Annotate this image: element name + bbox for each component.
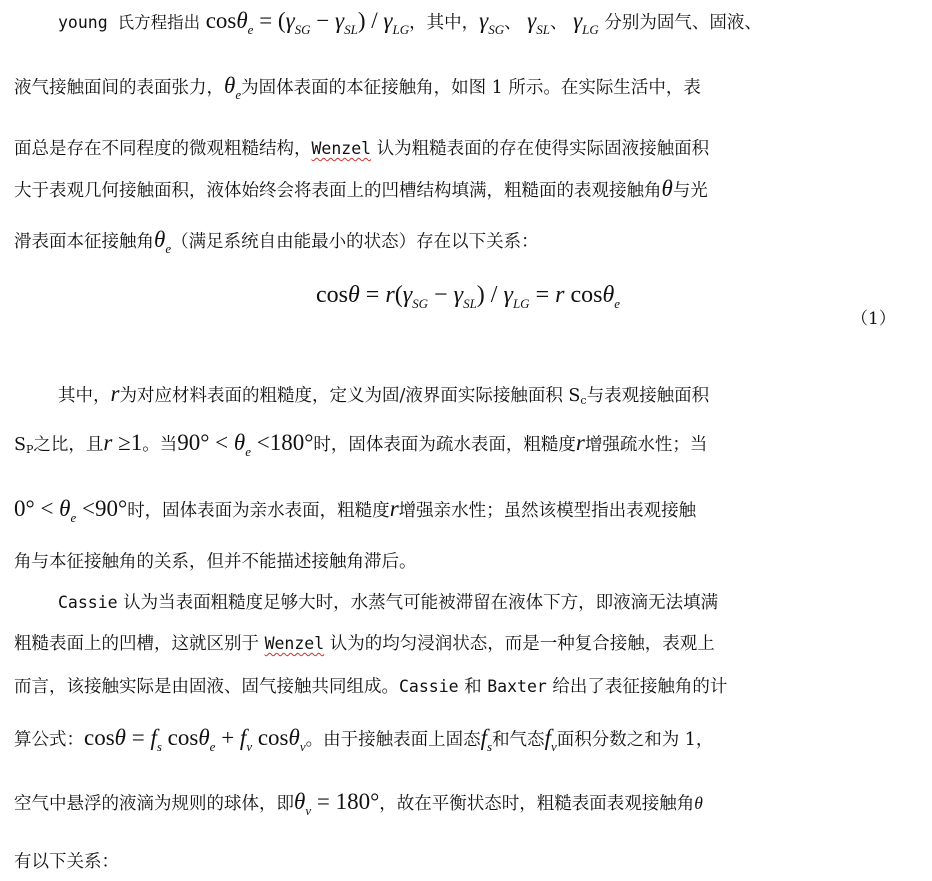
text: 之比，且 [33, 435, 104, 455]
text: 与表观接触面积 [586, 386, 710, 406]
paragraph-line-4 [14, 176, 708, 202]
text: 认为粗糙表面的存在使得实际固液接触面积 [371, 139, 710, 159]
symbol: θ [154, 227, 166, 252]
text: 、 [549, 13, 568, 33]
text: 增强亲水性；虽然该模型指出表观接触 [398, 501, 697, 521]
text: 认为当表面粗糙度足够大时，水蒸气可能被滞留在液体下方，即液滴无法填满 [117, 593, 719, 613]
symbol: θ [694, 793, 703, 813]
paragraph-line-5: 滑表面本征接触角$\theta_e$（满足系统自由能最小的状态）存在以下关系： [14, 227, 539, 256]
text: ，其中， [409, 13, 480, 33]
text: 分别为固气、固液、 [604, 13, 762, 33]
formula-r-ge-1: r ≥1 [103, 430, 143, 455]
paragraph-line-9 [14, 548, 417, 573]
text: young 氏方程指出 [58, 13, 201, 32]
cassie-name: Cassie [399, 677, 459, 696]
text: 算公式： [14, 730, 84, 750]
paragraph-line-15 [14, 848, 119, 873]
formula-hydrophilic-range: $0^\circ < \theta_e <90^\circ$ [14, 496, 128, 525]
paragraph-line-13: 算公式：$\cos\theta = f_s$ $\cos\theta_e + f_v$ cosθ$_v$。由于接触表面上固态$f_s$和气态$f_v$面积分数之和为 1， [14, 725, 714, 754]
text: 和 [458, 677, 488, 697]
wenzel-name: Wenzel [311, 139, 372, 158]
symbol: r [110, 381, 120, 406]
baxter-name: Baxter [487, 677, 547, 696]
paragraph-line-3 [14, 135, 709, 160]
paragraph-line-12 [14, 673, 727, 698]
symbol: θ [224, 73, 236, 98]
formula-hydrophobic-range: $90^\circ < \theta_e <180^\circ$ [177, 430, 314, 459]
text: 而言，该接触实际是由固液、固气接触共同组成。 [14, 677, 399, 697]
paragraph-line-11 [14, 630, 715, 655]
text: 为对应材料表面的粗糙度，定义为固/液界面实际接触面积 S [119, 386, 581, 406]
text: 粗糙表面上的凹槽，这就区别于 [14, 634, 265, 654]
symbol: γ [527, 8, 537, 33]
subscript: c [580, 394, 587, 407]
equation-1: $\cos\theta = r(\gamma_{SG} - \gamma_{SL}) / \gamma_{LG} = r$ cosθ$_e$ [316, 282, 621, 311]
text: 为固体表面的本征接触角，如图 1 所示。在实际生活中，表 [241, 78, 701, 98]
text: 液气接触面间的表面张力， [14, 78, 224, 98]
text: 时，固体表面为疏水表面，粗糙度 [313, 435, 576, 455]
equation-number: （1） [851, 309, 896, 329]
paragraph-line-2: 液气接触面间的表面张力，$\theta_e$为固体表面的本征接触角，如图 1 所示。在实际生活中，表 [14, 73, 701, 102]
text: 滑表面本征接触角 [14, 232, 154, 252]
text: 时，固体表面为亲水表面，粗糙度 [127, 501, 390, 521]
cassie-name: Cassie [58, 593, 118, 612]
text: （满足系统自由能最小的状态）存在以下关系： [171, 232, 539, 252]
text: 有以下关系： [14, 852, 119, 872]
text: 、 [504, 13, 522, 33]
text: ，故在平衡状态时，粗糙表面表观接触角 [379, 794, 695, 814]
text: 。当 [142, 435, 178, 455]
symbol: γ [573, 8, 583, 33]
text: 。由于接触表面上固态 [305, 730, 481, 750]
text: 大于表观几何接触面积，液体始终会将表面上的凹槽结构填满，粗糙面的表观接触角 [14, 181, 662, 201]
text: 其中， [58, 386, 111, 406]
symbol: r [575, 430, 585, 455]
paragraph-line-6 [58, 381, 709, 407]
text: S [14, 435, 26, 455]
text: 与光 [672, 181, 708, 201]
paragraph-line-8 [14, 496, 696, 526]
text: 给出了表征接触角的计 [546, 677, 728, 697]
text: 增强疏水性；当 [584, 435, 708, 455]
paragraph-line-1: young 氏方程指出 $\cos\theta_e = (\gamma_{SG} - \gamma_{SL}) / \gamma_{LG}$，其中，$\gamma_{SG}$、 $\gamma_{SL}$、 $\gamma_{LG}$ 分别为固气、固液、 [58, 8, 762, 37]
formula-young: $\cos\theta_e = (\gamma_{SG} - \gamma_{SL}) / \gamma_{LG}$ [205, 8, 410, 37]
symbol: f [544, 725, 551, 750]
text: 和气态 [492, 730, 545, 750]
symbol: r [389, 496, 399, 521]
text: 面积分数之和为 1， [556, 730, 714, 750]
paragraph-line-7 [14, 430, 707, 460]
paragraph-line-14 [14, 789, 703, 819]
wenzel-name: Wenzel [264, 634, 325, 653]
symbol: f [480, 725, 487, 750]
text: 角与本征接触角的关系，但并不能描述接触角滞后。 [14, 552, 417, 572]
symbol: θ [661, 176, 673, 201]
symbol: γ [479, 8, 489, 33]
subscript: P [26, 443, 34, 456]
text: 面总是存在不同程度的微观粗糙结构， [14, 139, 312, 159]
formula-cassie-baxter: $\cos\theta = f_s$ $\cos\theta_e + f_v$ cosθ$_v$ [84, 725, 306, 754]
paragraph-line-10 [58, 589, 718, 614]
text: 空气中悬浮的液滴为规则的球体，即 [14, 794, 294, 814]
text: 认为的均匀浸润状态，而是一种复合接触，表观上 [324, 634, 715, 654]
formula-theta-v: $\theta_v = 180^\circ$ [294, 789, 380, 818]
